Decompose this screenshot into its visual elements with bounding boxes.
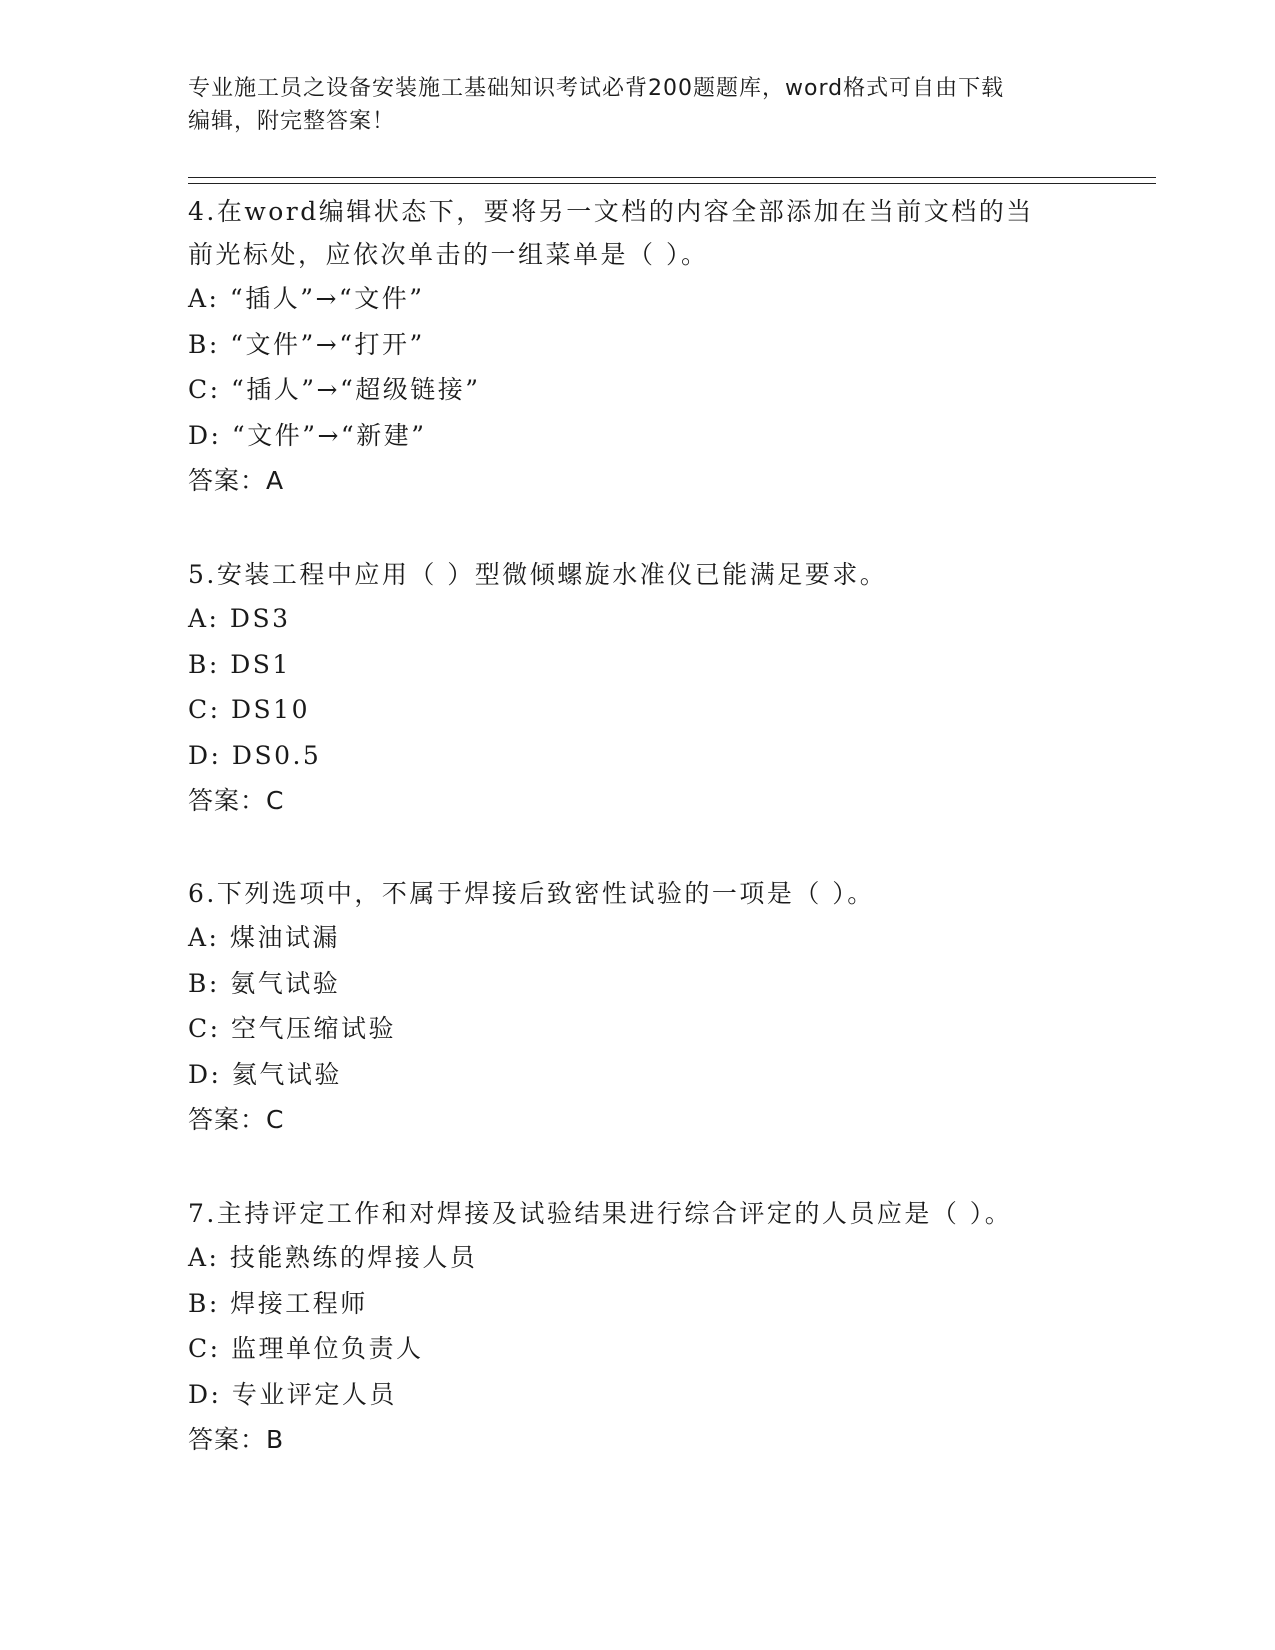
question-4 (188, 190, 1088, 504)
question-stem-line: 4.在word编辑状态下，要将另一文档的内容全部添加在当前文档的当 (188, 197, 1034, 226)
option-a: A: “插人”→“文件” (188, 284, 425, 313)
answer: 答案：C (188, 1105, 285, 1134)
option-d: D: DS0.5 (188, 740, 322, 770)
option-d: D: “文件”→“新建” (188, 420, 427, 450)
option-d: D: 专业评定人员 (188, 1379, 397, 1409)
option-b: B: “文件”→“打开” (188, 329, 425, 359)
question-stem-line: 7.主持评定工作和对焊接及试验结果进行综合评定的人员应是（ ）。 (188, 1199, 1013, 1228)
document-header (188, 72, 1088, 138)
question-5 (188, 553, 1088, 824)
header-divider-bottom (188, 183, 1156, 184)
question-7 (188, 1192, 1088, 1463)
question-stem-line: 5.安装工程中应用（ ）型微倾螺旋水准仪已能满足要求。 (188, 560, 888, 589)
question-stem-line: 6.下列选项中，不属于焊接后致密性试验的一项是（ ）。 (188, 879, 875, 908)
answer: 答案：C (188, 786, 285, 815)
question-6 (188, 872, 1088, 1143)
option-d: D: 氦气试验 (188, 1059, 342, 1089)
option-b: B: 氨气试验 (188, 968, 341, 998)
option-a: A: DS3 (188, 604, 291, 633)
option-a: A: 煤油试漏 (188, 923, 340, 952)
answer: 答案：A (188, 466, 285, 495)
option-c: C: “插人”→“超级链接” (188, 375, 481, 404)
header-line-1: 专业施工员之设备安装施工基础知识考试必背200题题库，word格式可自由下载 (188, 76, 1005, 101)
option-b: B: DS1 (188, 649, 291, 679)
answer: 答案：B (188, 1425, 285, 1454)
option-c: C: DS10 (188, 695, 310, 724)
option-b: B: 焊接工程师 (188, 1288, 368, 1318)
header-line-2: 编辑，附完整答案！ (188, 109, 396, 134)
option-c: C: 空气压缩试验 (188, 1014, 396, 1043)
option-c: C: 监理单位负责人 (188, 1334, 424, 1363)
question-stem-line: 前光标处，应依次单击的一组菜单是（ ）。 (188, 240, 709, 269)
header-divider-top (188, 177, 1156, 178)
option-a: A: 技能熟练的焊接人员 (188, 1243, 478, 1272)
